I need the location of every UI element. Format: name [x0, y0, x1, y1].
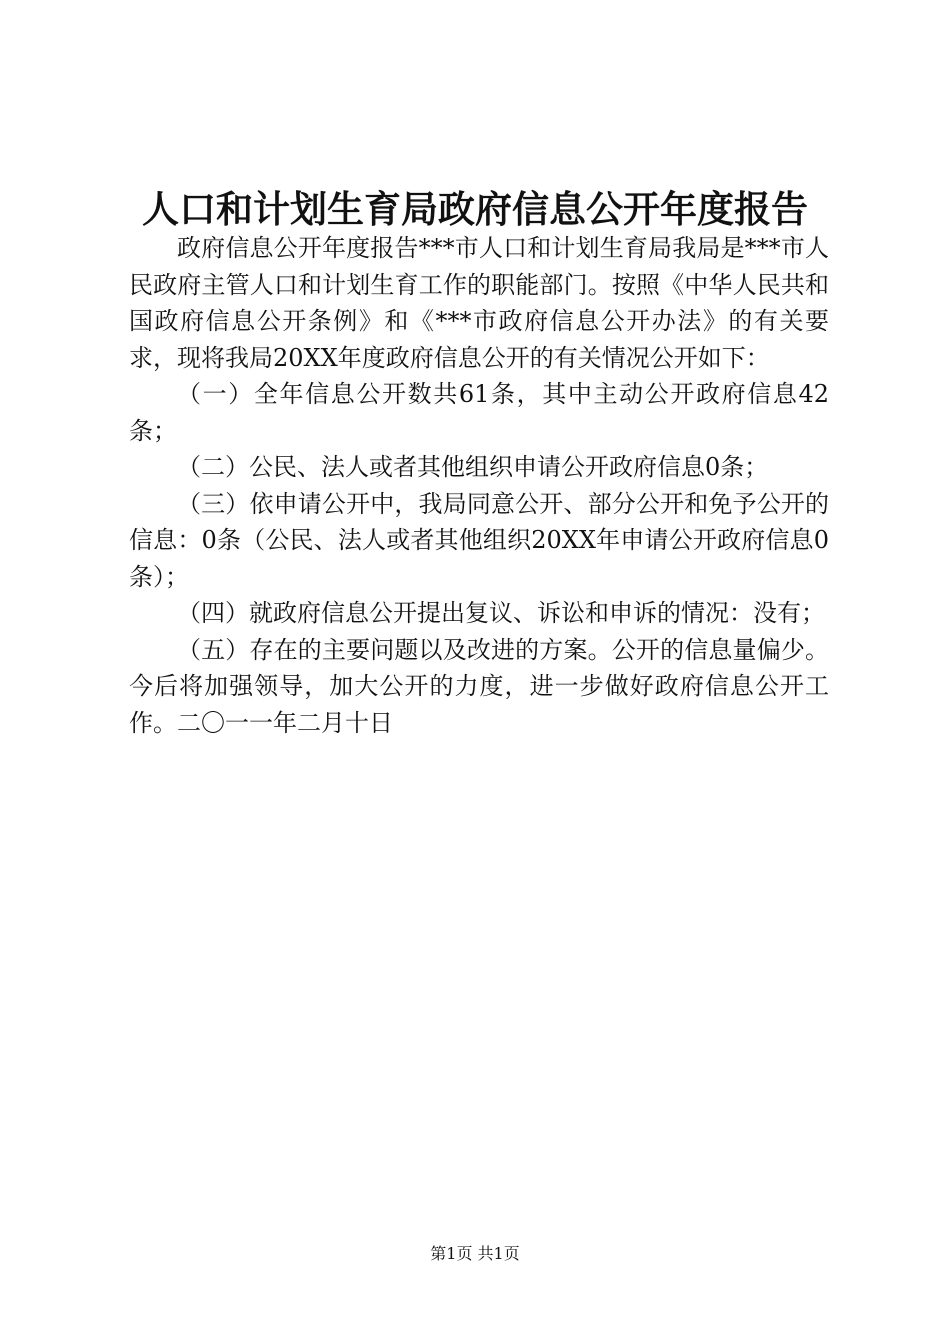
document-body [129, 230, 829, 741]
paragraph-item-3: （三）依申请公开中，我局同意公开、部分公开和免予公开的信息：0条（公民、法人或者其他组织20XX年申请公开政府信息0条）； [129, 489, 829, 591]
document-title: 人口和计划生育局政府信息公开年度报告 [142, 187, 808, 231]
paragraph-item-4: （四）就政府信息公开提出复议、诉讼和申诉的情况：没有； [177, 599, 825, 627]
page-footer: 第1页 共1页 [430, 1244, 520, 1263]
paragraph-item-5: （五）存在的主要问题以及改进的方案。公开的信息量偏少。今后将加强领导，加大公开的力度，进一步做好政府信息公开工作。二〇一一年二月十日 [129, 635, 829, 737]
paragraph-item-1: （一）全年信息公开数共61条，其中主动公开政府信息42条； [129, 380, 829, 445]
paragraph-item-2: （二）公民、法人或者其他组织申请公开政府信息0条； [177, 453, 769, 481]
paragraph-intro: 政府信息公开年度报告***市人口和计划生育局我局是***市人民政府主管人口和计划生育工作的职能部门。按照《中华人民共和国政府信息公开条例》和《***市政府信息公开办法》的有关要求，现将我局20XX年度政府信息公开的有关情况公开如下： [129, 234, 829, 372]
